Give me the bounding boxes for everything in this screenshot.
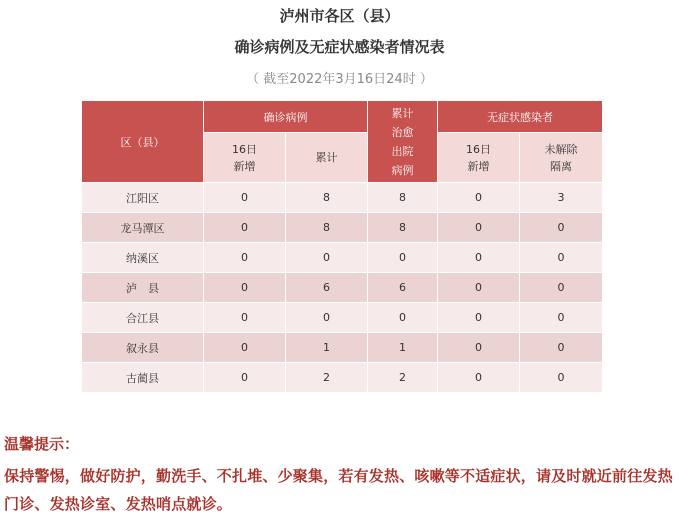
table-row	[82, 333, 603, 363]
district-cell: 纳溪区	[82, 243, 204, 273]
confirmed-total-cell: 2	[286, 363, 368, 393]
confirmed-total-cell: 8	[286, 213, 368, 243]
asym-isolation-cell: 0	[520, 363, 603, 393]
district-cell: 江阳区	[82, 183, 204, 213]
district-cell: 泸 县	[82, 273, 204, 303]
header-confirmed-new: 16日新增	[204, 133, 286, 183]
date-note: （ 截至2022年3月16日24时 ）	[246, 72, 433, 87]
recovered-cell: 2	[368, 363, 438, 393]
asym-isolation-cell: 0	[520, 273, 603, 303]
table-row	[82, 183, 603, 213]
district-cell: 古蔺县	[82, 363, 204, 393]
asym-isolation-cell: 0	[520, 213, 603, 243]
header-recovered: 累计治愈出院病例	[368, 101, 438, 183]
confirmed-new-cell: 0	[204, 243, 286, 273]
recovered-cell: 1	[368, 333, 438, 363]
table-row	[82, 213, 603, 243]
recovered-cell: 6	[368, 273, 438, 303]
confirmed-new-cell: 0	[204, 333, 286, 363]
confirmed-total-cell: 6	[286, 273, 368, 303]
header-confirmed: 确诊病例	[204, 101, 368, 133]
district-cell: 叙永县	[82, 333, 204, 363]
district-cell: 龙马潭区	[82, 213, 204, 243]
asym-new-cell: 0	[438, 303, 520, 333]
district-cell: 合江县	[82, 303, 204, 333]
asym-new-cell: 0	[438, 213, 520, 243]
confirmed-new-cell: 0	[204, 303, 286, 333]
confirmed-new-cell: 0	[204, 213, 286, 243]
asym-new-cell: 0	[438, 243, 520, 273]
page-title: 泸州市各区（县）	[279, 7, 400, 25]
recovered-cell: 8	[368, 183, 438, 213]
asym-new-cell: 0	[438, 333, 520, 363]
header-asym-isolation: 未解除隔离	[520, 133, 603, 183]
asym-isolation-cell: 3	[520, 183, 603, 213]
table-row	[82, 303, 603, 333]
table-row	[82, 363, 603, 393]
statistics-table	[81, 100, 603, 393]
confirmed-total-cell: 0	[286, 243, 368, 273]
header-district: 区（县）	[82, 101, 204, 183]
confirmed-total-cell: 0	[286, 303, 368, 333]
table-row	[82, 273, 603, 303]
tips-title: 温馨提示：	[4, 435, 80, 453]
confirmed-new-cell: 0	[204, 363, 286, 393]
header-confirmed-total: 累计	[286, 133, 368, 183]
asym-isolation-cell: 0	[520, 333, 603, 363]
asym-new-cell: 0	[438, 363, 520, 393]
recovered-cell: 0	[368, 243, 438, 273]
confirmed-total-cell: 1	[286, 333, 368, 363]
recovered-cell: 8	[368, 213, 438, 243]
asym-isolation-cell: 0	[520, 243, 603, 273]
page-subtitle: 确诊病例及无症状感染者情况表	[234, 38, 445, 56]
asym-isolation-cell: 0	[520, 303, 603, 333]
recovered-cell: 0	[368, 303, 438, 333]
header-asym-new: 16日新增	[438, 133, 520, 183]
table-row	[82, 243, 603, 273]
confirmed-total-cell: 8	[286, 183, 368, 213]
tips-body: 保持警惕，做好防护，勤洗手、不扎堆、少聚集，若有发热、咳嗽等不适症状，请及时就近前往发热门诊、发热诊室、发热哨点就诊。	[4, 467, 673, 513]
asym-new-cell: 0	[438, 183, 520, 213]
header-asymptomatic: 无症状感染者	[438, 101, 603, 133]
confirmed-new-cell: 0	[204, 183, 286, 213]
asym-new-cell: 0	[438, 273, 520, 303]
confirmed-new-cell: 0	[204, 273, 286, 303]
